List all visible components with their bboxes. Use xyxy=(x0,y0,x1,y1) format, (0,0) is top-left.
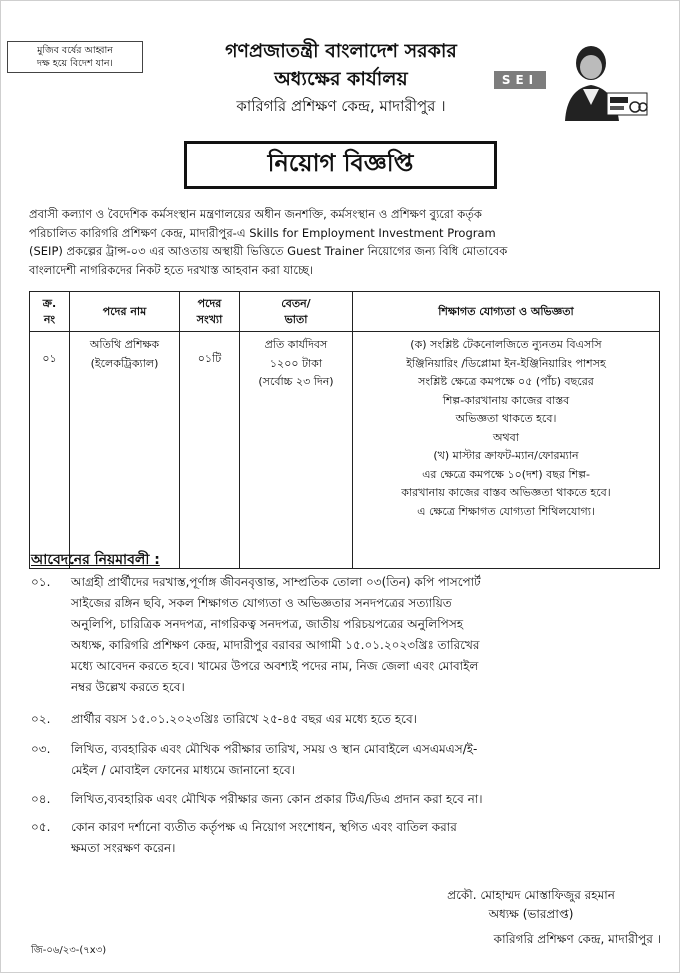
header-serial: ক্র. নং xyxy=(30,292,70,332)
rule-line: নম্বর উল্লেখ করতে হবে। xyxy=(71,680,185,694)
table-header-row xyxy=(30,292,660,332)
rule-line: মেইল / মোবাইল ফোনের মাধ্যমে জানানো হবে। xyxy=(71,763,295,777)
rule-line: সাইজের রঙ্গিন ছবি, সকল শিক্ষাগত যোগ্যতা ও অভিজ্ঞতার সনদপত্রের সত্যায়িত xyxy=(71,596,452,610)
rule-line: ক্ষমতা সংরক্ষণ করেন। xyxy=(71,841,176,855)
signatory-name: প্রকৌ. মোহাম্মদ মোস্তাফিজুর রহমান xyxy=(447,888,615,902)
cell-post-count: ০১টি xyxy=(180,332,240,569)
slogan-line-2: দক্ষ হয়ে বিদেশ যান। xyxy=(37,58,113,69)
sheikh-mujib-portrait-icon xyxy=(553,39,651,121)
rule-number: ০২. xyxy=(31,712,51,726)
rule-number: ০৩. xyxy=(31,742,51,756)
intro-paragraph xyxy=(29,205,659,279)
rule-line: কোন কারণ দর্শানো ব্যতীত কর্তৃপক্ষ এ নিয়োগ সংশোধন, স্থগিত এবং বাতিল করার xyxy=(71,820,457,834)
government-title: গণপ্রজাতন্ত্রী বাংলাদেশ সরকার xyxy=(225,40,457,62)
cell-qualification: (ক) সংশ্লিষ্ট টেকনোলজিতে ন্যুনতম বিএসসি ইঞ্জিনিয়ারিং /ডিপ্লোমা ইন-ইঞ্জিনিয়ারিং পাশসহ সংশ্লিষ্ট ক্ষেত্রে কমপক্ষে ০৫ (পাঁচ) বছরের শিল্প-কারখানায় কাজের বাস্তব অভিজ্ঞতা থাকতে হবে। অথবা (খ) মাস্টার ক্রাফট-ম্যান/ফোরম্যান এর ক্ষেত্রে কমপক্ষে ১০(দশ) বছর শিল্প- কারখানায় কাজের বাস্তব অভিজ্ঞতা থাকতে হবে। এ ক্ষেত্রে শিক্ষাগত যোগ্যতা শিথিলযোগ্য। xyxy=(353,332,660,569)
rule-number: ০৫. xyxy=(31,820,51,834)
job-table xyxy=(29,291,660,569)
signatory-designation: অধ্যক্ষ (ভারপ্রাপ্ত) xyxy=(488,907,574,921)
sei-logo: SEI xyxy=(494,71,546,89)
notice-title-box xyxy=(184,141,497,189)
intro-line: প্রবাসী কল্যাণ ও বৈদেশিক কর্মসংস্থান মন্ত্রণালয়ের অধীন জনশক্তি, কর্মসংস্থান ও প্রশিক্ষণ ব্যুরো কর্তৃক xyxy=(29,207,482,221)
header-salary: বেতন/ ভাতা xyxy=(240,292,353,332)
header-qualification: শিক্ষাগত যোগ্যতা ও অভিজ্ঞতা xyxy=(353,292,660,332)
header-post-name: পদের নাম xyxy=(70,292,180,332)
table-row xyxy=(30,332,660,569)
rule-line: লিখিত,ব্যবহারিক এবং মৌখিক পরীক্ষার জন্য কোন প্রকার টিএ/ডিএ প্রদান করা হবে না। xyxy=(71,792,483,806)
institute-name: কারিগরি প্রশিক্ষণ কেন্দ্র, মাদারীপুর । xyxy=(236,97,446,115)
rule-number: ০৪. xyxy=(31,792,51,806)
cell-serial: ০১ xyxy=(30,332,70,569)
signatory-office: কারিগরি প্রশিক্ষণ কেন্দ্র, মাদারীপুর । xyxy=(493,932,661,946)
cell-salary: প্রতি কার্যদিবস ১২০০ টাকা (সর্বোচ্চ ২৩ দিন) xyxy=(240,332,353,569)
office-title: অধ্যক্ষের কার্যালয় xyxy=(274,68,408,90)
reference-number: জি-০৬/২৩-(৭x৩) xyxy=(31,945,107,956)
rule-line: লিখিত, ব্যবহারিক এবং মৌখিক পরীক্ষার তারিখ, সময় ও স্থান মোবাইলে এসএমএস/ই- xyxy=(71,742,478,756)
rule-number: ০১. xyxy=(31,575,51,589)
rule-line: অনুলিপি, চারিত্রিক সনদপত্র, নাগরিকত্ব সনদপত্র, জাতীয় পরিচয়পত্রের অনুলিপিসহ xyxy=(71,617,464,631)
rule-line: প্রার্থীর বয়স ১৫.০১.২০২৩খ্রিঃ তারিখে ২৫-৪৫ বছর এর মধ্যে হতে হবে। xyxy=(71,712,417,726)
intro-line: বাংলাদেশী নাগরিকদের নিকট হতে দরখাস্ত আহবান করা যাচ্ছে। xyxy=(29,262,313,277)
intro-line: (SEIP) প্রকল্পের ট্রান্স-০৩ এর আওতায় অস্থায়ী ভিত্তিতে Guest Trainer নিয়োগের জন্য বিধি মোতাবেক xyxy=(29,244,508,258)
rule-line: অধ্যক্ষ, কারিগরি প্রশিক্ষণ কেন্দ্র, মাদারীপুর বরাবর আগামী ১৫.০১.২০২৩খ্রিঃ তারিখের xyxy=(71,638,480,652)
intro-line: পরিচালিত কারিগরি প্রশিক্ষণ কেন্দ্র, মাদারীপুর-এ Skills for Employment Investment Program xyxy=(29,225,496,240)
rule-line: আগ্রহী প্রার্থীদের দরখাস্ত,পূর্ণাঙ্গ জীবনবৃত্তান্ত, সাম্প্রতিক তোলা ০৩(তিন) কপি পাসপোর্ট xyxy=(71,575,481,589)
notice-title: নিয়োগ বিজ্ঞপ্তি xyxy=(267,149,414,177)
slogan-line-1: মুজিব বর্ষের আহ্বান xyxy=(37,45,113,56)
rule-line: মধ্যে আবেদন করতে হবে। খামের উপরে অবশ্যই পদের নাম, নিজ জেলা এবং মোবাইল xyxy=(71,659,479,673)
header-post-count: পদের সংখ্যা xyxy=(180,292,240,332)
application-rules-heading: আবেদনের নিয়মাবলী : xyxy=(31,552,160,568)
cell-post-name: অতিথি প্রশিক্ষক (ইলেকট্রিক্যাল) xyxy=(70,332,180,569)
